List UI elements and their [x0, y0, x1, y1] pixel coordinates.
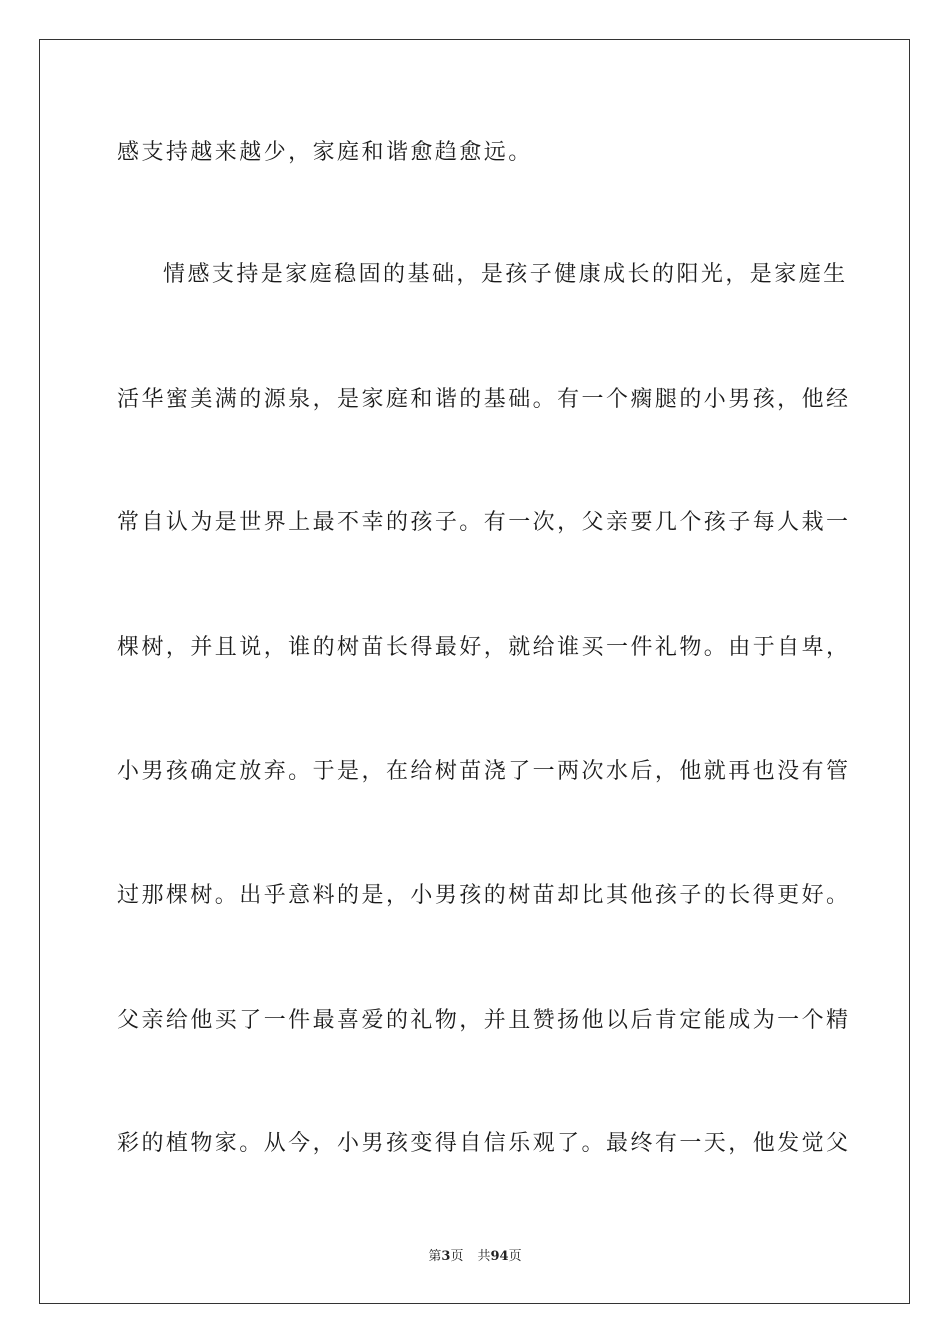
body-text-line: 棵树，并且说，谁的树苗长得最好，就给谁买一件礼物。由于自卑， [117, 635, 851, 660]
page-footer [0, 1248, 950, 1266]
page-border [39, 39, 910, 1304]
body-text-line: 小男孩确定放弃。于是，在给树苗浇了一两次水后，他就再也没有管 [117, 759, 851, 784]
page-number: 3 [441, 1249, 451, 1264]
body-text-line: 感支持越来越少，家庭和谐愈趋愈远。 [117, 140, 533, 165]
body-text-line: 彩的植物家。从今，小男孩变得自信乐观了。最终有一天，他发觉父 [117, 1131, 851, 1156]
body-text-line: 父亲给他买了一件最喜爱的礼物，并且赞扬他以后肯定能成为一个精 [117, 1008, 851, 1033]
total-suffix: 页 [508, 1249, 522, 1264]
body-text-line: 过那棵树。出乎意料的是，小男孩的树苗却比其他孩子的长得更好。 [117, 883, 851, 908]
body-text-line: 活华蜜美满的源泉，是家庭和谐的基础。有一个瘸腿的小男孩，他经 [117, 387, 851, 412]
page-suffix: 页 [450, 1249, 464, 1264]
paragraph-first-line: 情感支持是家庭稳固的基础，是孩子健康成长的阳光，是家庭生 [163, 262, 848, 287]
body-text-line: 常自认为是世界上最不幸的孩子。有一次，父亲要几个孩子每人栽一 [117, 510, 851, 535]
total-prefix: 共 [477, 1249, 491, 1264]
page-prefix: 第 [428, 1249, 442, 1264]
total-pages: 94 [490, 1249, 509, 1264]
